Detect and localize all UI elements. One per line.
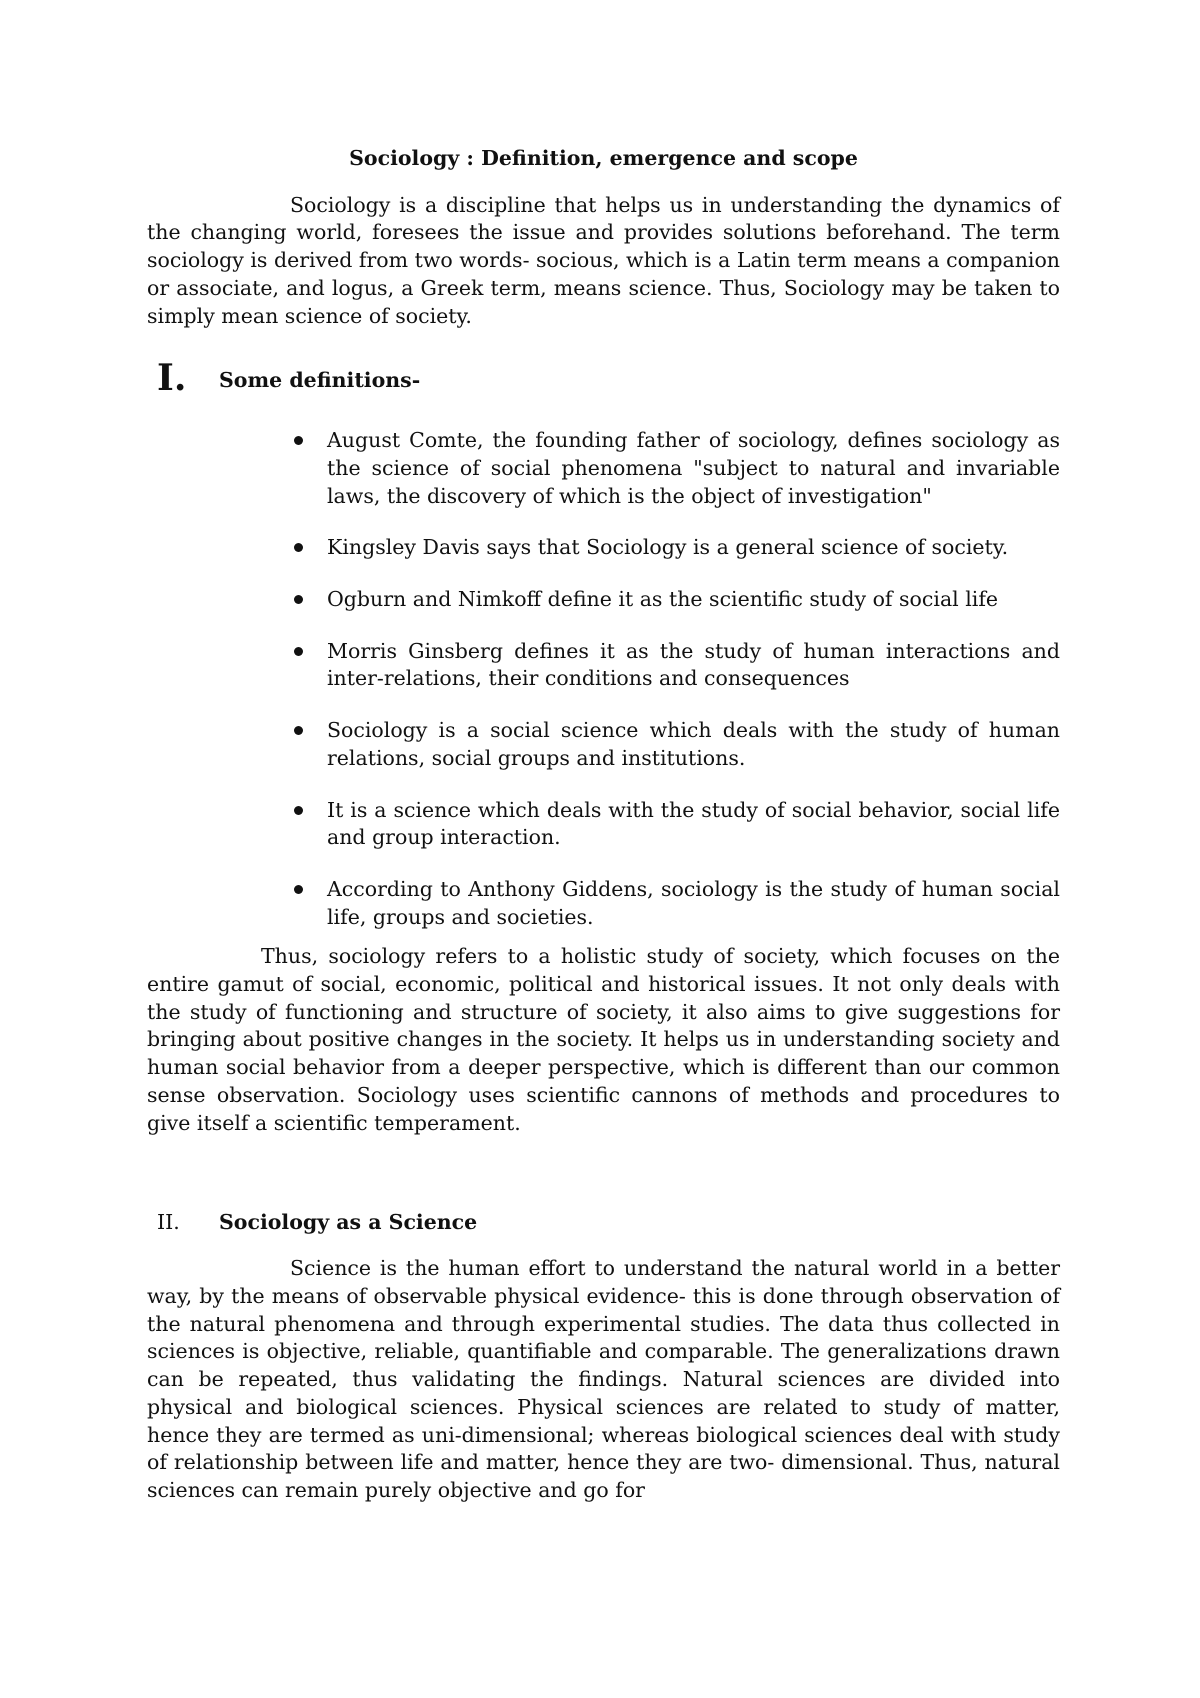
bullet-icon bbox=[294, 543, 303, 552]
section-2-heading bbox=[147, 1209, 1060, 1243]
bullet-icon bbox=[294, 806, 303, 815]
bullet-icon bbox=[294, 885, 303, 894]
list-item-text: Sociology is a social science which deals with the study of human relations, social groups and institutions. bbox=[327, 718, 1060, 770]
section-2-numeral: II. bbox=[157, 1210, 180, 1235]
list-item-text: August Comte, the founding father of sociology, defines sociology as the science of social phenomena "subject to natural and invariable laws, the discovery of which is the object of investigation" bbox=[327, 428, 1060, 508]
bullet-icon bbox=[294, 595, 303, 604]
list-item-text: Ogburn and Nimkoff define it as the scientific study of social life bbox=[327, 587, 999, 612]
section-1-numeral: I. bbox=[157, 357, 187, 400]
bullet-icon bbox=[294, 436, 303, 445]
section-1-heading bbox=[147, 357, 1060, 404]
summary-paragraph: Thus, sociology refers to a holistic study of society, which focuses on the entire gamut of social, economic, political and historical issues. It not only deals with the study of functioning and structure of society, it also aims to give suggestions for bringing about positive changes in the society. It helps us in understanding society and human social behavior from a deeper perspective, which is different than our common sense observation. Sociology uses scientific cannons of methods and procedures to give itself a scientific temperament. bbox=[147, 944, 1060, 1135]
list-item bbox=[327, 717, 1060, 772]
definitions-list bbox=[147, 427, 1060, 931]
page-content bbox=[147, 145, 1060, 1505]
page-title: Sociology : Definition, emergence and scope bbox=[349, 146, 858, 170]
intro-paragraph: Sociology is a discipline that helps us in understanding the dynamics of the changing world, foresees the issue and provides solutions beforehand. The term sociology is derived from two words- socious, which is a Latin term means a companion or associate, and logus, a Greek term, means science. Thus, Sociology may be taken to simply mean science of society. bbox=[147, 192, 1061, 328]
science-paragraph: Science is the human effort to understand the natural world in a better way, by the means of observable physical evidence- this is done through observation of the natural phenomena and through experimental studies. The data thus collected in sciences is objective, reliable, quantifiable and comparable. The generalizations drawn can be repeated, thus validating the findings. Natural sciences are divided into physical and biological sciences. Physical sciences are related to study of matter, hence they are termed as uni-dimensional; whereas biological sciences deal with study of relationship between life and matter, hence they are two- dimensional. Thus, natural sciences can remain purely objective and go for bbox=[147, 1256, 1060, 1502]
section-1-title: Some definitions- bbox=[219, 368, 421, 393]
list-item bbox=[327, 876, 1060, 931]
list-item bbox=[327, 586, 1060, 614]
list-item-text: Kingsley Davis says that Sociology is a general science of society. bbox=[327, 535, 1009, 560]
list-item bbox=[327, 638, 1060, 693]
list-item-text: It is a science which deals with the study of social behavior, social life and group interaction. bbox=[327, 797, 1060, 850]
list-item-text: According to Anthony Giddens, sociology is the study of human social life, groups and societies. bbox=[327, 876, 1060, 929]
list-item bbox=[327, 427, 1060, 510]
list-item bbox=[327, 797, 1060, 852]
bullet-icon bbox=[294, 647, 303, 656]
section-2-title: Sociology as a Science bbox=[219, 1210, 478, 1235]
list-item bbox=[327, 534, 1060, 562]
bullet-icon bbox=[294, 726, 303, 735]
list-item-text: Morris Ginsberg defines it as the study of human interactions and inter-relations, their conditions and consequences bbox=[327, 638, 1060, 691]
